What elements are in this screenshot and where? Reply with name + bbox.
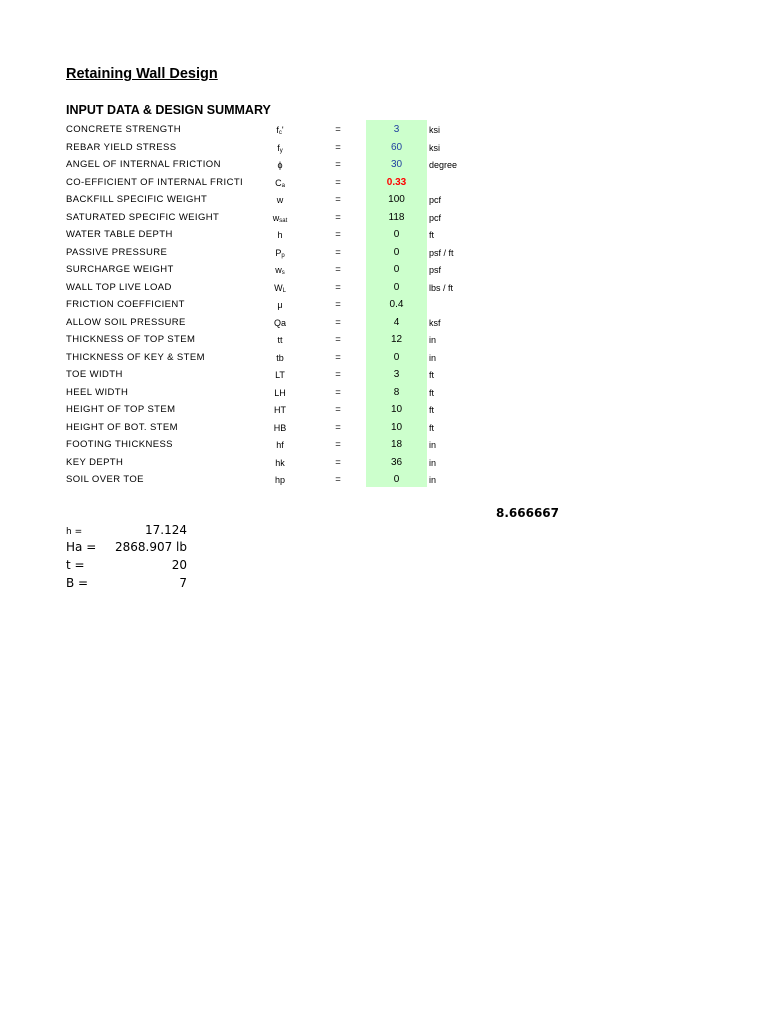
symbol-subscript: y	[279, 147, 283, 154]
row-equals: =	[335, 176, 341, 188]
symbol-prime: '	[281, 125, 284, 135]
symbol-base: h	[277, 230, 283, 240]
symbol-base: HT	[274, 405, 286, 415]
row-label: HEIGHT OF BOT. STEM	[66, 421, 178, 433]
section-title: INPUT DATA & DESIGN SUMMARY	[66, 103, 271, 117]
input-value-cell[interactable]: 118	[388, 211, 405, 223]
row-label: ANGEL OF INTERNAL FRICTION	[66, 159, 221, 170]
input-data-table	[0, 121, 768, 489]
table-row	[0, 436, 768, 454]
symbol-base: μ	[277, 300, 283, 310]
symbol-base: f	[277, 142, 280, 153]
row-symbol	[258, 403, 302, 417]
row-unit: in	[429, 475, 437, 485]
row-label: THICKNESS OF TOP STEM	[66, 334, 196, 345]
row-symbol	[258, 123, 302, 137]
row-symbol	[258, 263, 302, 277]
table-row	[0, 121, 768, 139]
row-unit: psf / ft	[429, 247, 454, 258]
row-equals: =	[335, 421, 341, 433]
row-symbol	[258, 211, 302, 225]
symbol-subscript: p	[281, 252, 285, 259]
table-row	[0, 331, 768, 349]
symbol-base: C	[275, 177, 282, 188]
row-symbol	[258, 421, 302, 435]
symbol-subscript: a	[281, 182, 285, 189]
calc-value: 7	[179, 576, 187, 590]
table-row	[0, 471, 768, 489]
input-value-cell[interactable]: 36	[390, 456, 403, 468]
row-symbol	[258, 141, 302, 155]
input-value-cell[interactable]: 18	[390, 439, 403, 450]
row-equals: =	[335, 194, 341, 205]
input-value-cell[interactable]: 10	[390, 404, 403, 415]
input-value-cell[interactable]: 0	[393, 474, 400, 485]
calc-label: t =	[66, 558, 85, 572]
row-label: THICKNESS OF KEY & STEM	[66, 351, 205, 363]
row-equals: =	[335, 124, 341, 135]
symbol-base: hf	[276, 440, 284, 450]
row-equals: =	[335, 211, 341, 223]
input-value-cell[interactable]: 0.33	[386, 176, 407, 188]
row-label: HEIGHT OF TOP STEM	[66, 404, 176, 415]
row-label: BACKFILL SPECIFIC WEIGHT	[66, 194, 208, 205]
row-equals: =	[335, 404, 341, 415]
symbol-subscript: L	[282, 287, 286, 294]
table-row	[0, 314, 768, 332]
calc-value: 2868.907 lb	[114, 540, 187, 554]
row-equals: =	[335, 316, 341, 328]
calc-value: 17.124	[145, 523, 187, 537]
row-symbol	[258, 456, 302, 470]
input-value-cell[interactable]: 30	[390, 159, 403, 170]
symbol-subscript: sat	[279, 217, 288, 224]
row-symbol	[258, 316, 302, 330]
input-value-cell[interactable]: 60	[390, 141, 403, 153]
row-label: ALLOW SOIL PRESSURE	[66, 316, 186, 328]
symbol-base: tt	[277, 335, 283, 345]
row-symbol	[258, 351, 302, 365]
input-value-cell[interactable]: 0	[393, 246, 400, 258]
table-row	[0, 261, 768, 279]
table-row	[0, 226, 768, 244]
input-value-cell[interactable]: 12	[390, 334, 403, 345]
row-label: SATURATED SPECIFIC WEIGHT	[66, 211, 220, 223]
input-value-cell[interactable]: 0	[393, 229, 400, 240]
row-label: CONCRETE STRENGTH	[66, 124, 181, 135]
symbol-base: LH	[274, 387, 286, 398]
table-row	[0, 209, 768, 227]
input-value-cell[interactable]: 3	[393, 124, 400, 135]
row-equals: =	[335, 474, 341, 485]
table-row	[0, 401, 768, 419]
table-row	[0, 279, 768, 297]
row-unit: lbs / ft	[429, 282, 454, 293]
row-unit: in	[429, 352, 437, 363]
row-unit: pcf	[429, 212, 442, 223]
calc-label: h =	[66, 527, 83, 537]
row-equals: =	[335, 334, 341, 345]
row-equals: =	[335, 141, 341, 153]
row-equals: =	[335, 369, 341, 380]
table-row	[0, 174, 768, 192]
row-equals: =	[335, 264, 341, 275]
input-value-cell[interactable]: 0	[393, 281, 400, 293]
row-symbol	[258, 158, 302, 172]
row-label: PASSIVE PRESSURE	[66, 246, 168, 258]
row-unit: in	[429, 440, 437, 450]
row-label: REBAR YIELD STRESS	[66, 141, 177, 153]
row-symbol	[258, 386, 302, 400]
row-symbol	[258, 438, 302, 452]
row-unit: in	[429, 335, 437, 345]
row-unit: ft	[429, 422, 435, 433]
row-symbol	[258, 298, 302, 312]
input-value-cell[interactable]: 10	[390, 421, 403, 433]
symbol-base: w	[275, 265, 282, 275]
table-row	[0, 156, 768, 174]
symbol-base: w	[276, 195, 284, 205]
row-label: TOE WIDTH	[66, 369, 123, 380]
row-label: WALL TOP LIVE LOAD	[66, 281, 172, 293]
row-unit: psf	[429, 265, 442, 275]
row-label: CO-EFFICIENT OF INTERNAL FRICTI	[66, 176, 244, 188]
row-symbol	[258, 473, 302, 487]
input-value-cell[interactable]: 0.4	[389, 299, 404, 310]
standalone-value: 8.666667	[496, 506, 560, 520]
input-value-cell[interactable]: 8	[393, 386, 400, 398]
symbol-base: w	[272, 212, 280, 223]
row-unit: degree	[429, 160, 458, 170]
row-equals: =	[335, 386, 341, 398]
table-row	[0, 419, 768, 437]
input-value-cell[interactable]: 4	[393, 316, 400, 328]
row-unit: ft	[429, 387, 435, 398]
row-unit: ft	[429, 230, 435, 240]
row-label: SOIL OVER TOE	[66, 474, 144, 485]
row-equals: =	[335, 456, 341, 468]
table-row	[0, 139, 768, 157]
row-unit: ft	[429, 370, 435, 380]
row-label: KEY DEPTH	[66, 456, 124, 468]
symbol-subscript: c	[278, 130, 282, 136]
calc-value: 20	[171, 558, 187, 572]
row-symbol	[258, 281, 302, 295]
row-label: HEEL WIDTH	[66, 386, 129, 398]
symbol-subscript: s	[281, 270, 285, 276]
symbol-base: ϕ	[277, 160, 283, 170]
row-label: FOOTING THICKNESS	[66, 439, 173, 450]
table-row	[0, 454, 768, 472]
table-row	[0, 366, 768, 384]
symbol-base: f	[276, 125, 279, 135]
table-row	[0, 296, 768, 314]
calc-label: B =	[66, 576, 89, 590]
row-equals: =	[335, 159, 341, 170]
symbol-base: W	[274, 282, 283, 293]
input-value-cell[interactable]: 3	[393, 369, 400, 380]
row-equals: =	[335, 281, 341, 293]
row-symbol	[258, 228, 302, 242]
row-equals: =	[335, 439, 341, 450]
row-symbol	[258, 176, 302, 190]
input-value-cell[interactable]: 0	[393, 264, 400, 275]
symbol-base: Qa	[273, 317, 286, 328]
symbol-base: hk	[275, 457, 285, 468]
row-unit: in	[429, 457, 437, 468]
row-symbol	[258, 333, 302, 347]
row-unit: ksf	[429, 317, 441, 328]
row-symbol	[258, 193, 302, 207]
page-title: Retaining Wall Design	[66, 66, 218, 82]
row-equals: =	[335, 246, 341, 258]
symbol-base: LT	[275, 370, 285, 380]
table-row	[0, 349, 768, 367]
table-row	[0, 191, 768, 209]
table-row	[0, 244, 768, 262]
row-label: WATER TABLE DEPTH	[66, 229, 173, 240]
input-value-cell[interactable]: 100	[388, 194, 405, 205]
input-value-cell[interactable]: 0	[393, 351, 400, 363]
table-row	[0, 384, 768, 402]
symbol-base: P	[275, 247, 282, 258]
row-symbol	[258, 368, 302, 382]
row-equals: =	[335, 299, 341, 310]
row-equals: =	[335, 229, 341, 240]
row-equals: =	[335, 351, 341, 363]
symbol-base: tb	[276, 352, 284, 363]
symbol-base: hp	[274, 475, 285, 485]
row-unit: ft	[429, 405, 435, 415]
calc-label: Ha =	[66, 540, 97, 554]
row-symbol	[258, 246, 302, 260]
row-unit: ksi	[429, 142, 440, 153]
row-label: FRICTION COEFFICIENT	[66, 299, 185, 310]
row-label: SURCHARGE WEIGHT	[66, 264, 174, 275]
row-unit: ksi	[429, 125, 440, 135]
row-unit: pcf	[429, 195, 442, 205]
symbol-base: HB	[273, 422, 287, 433]
